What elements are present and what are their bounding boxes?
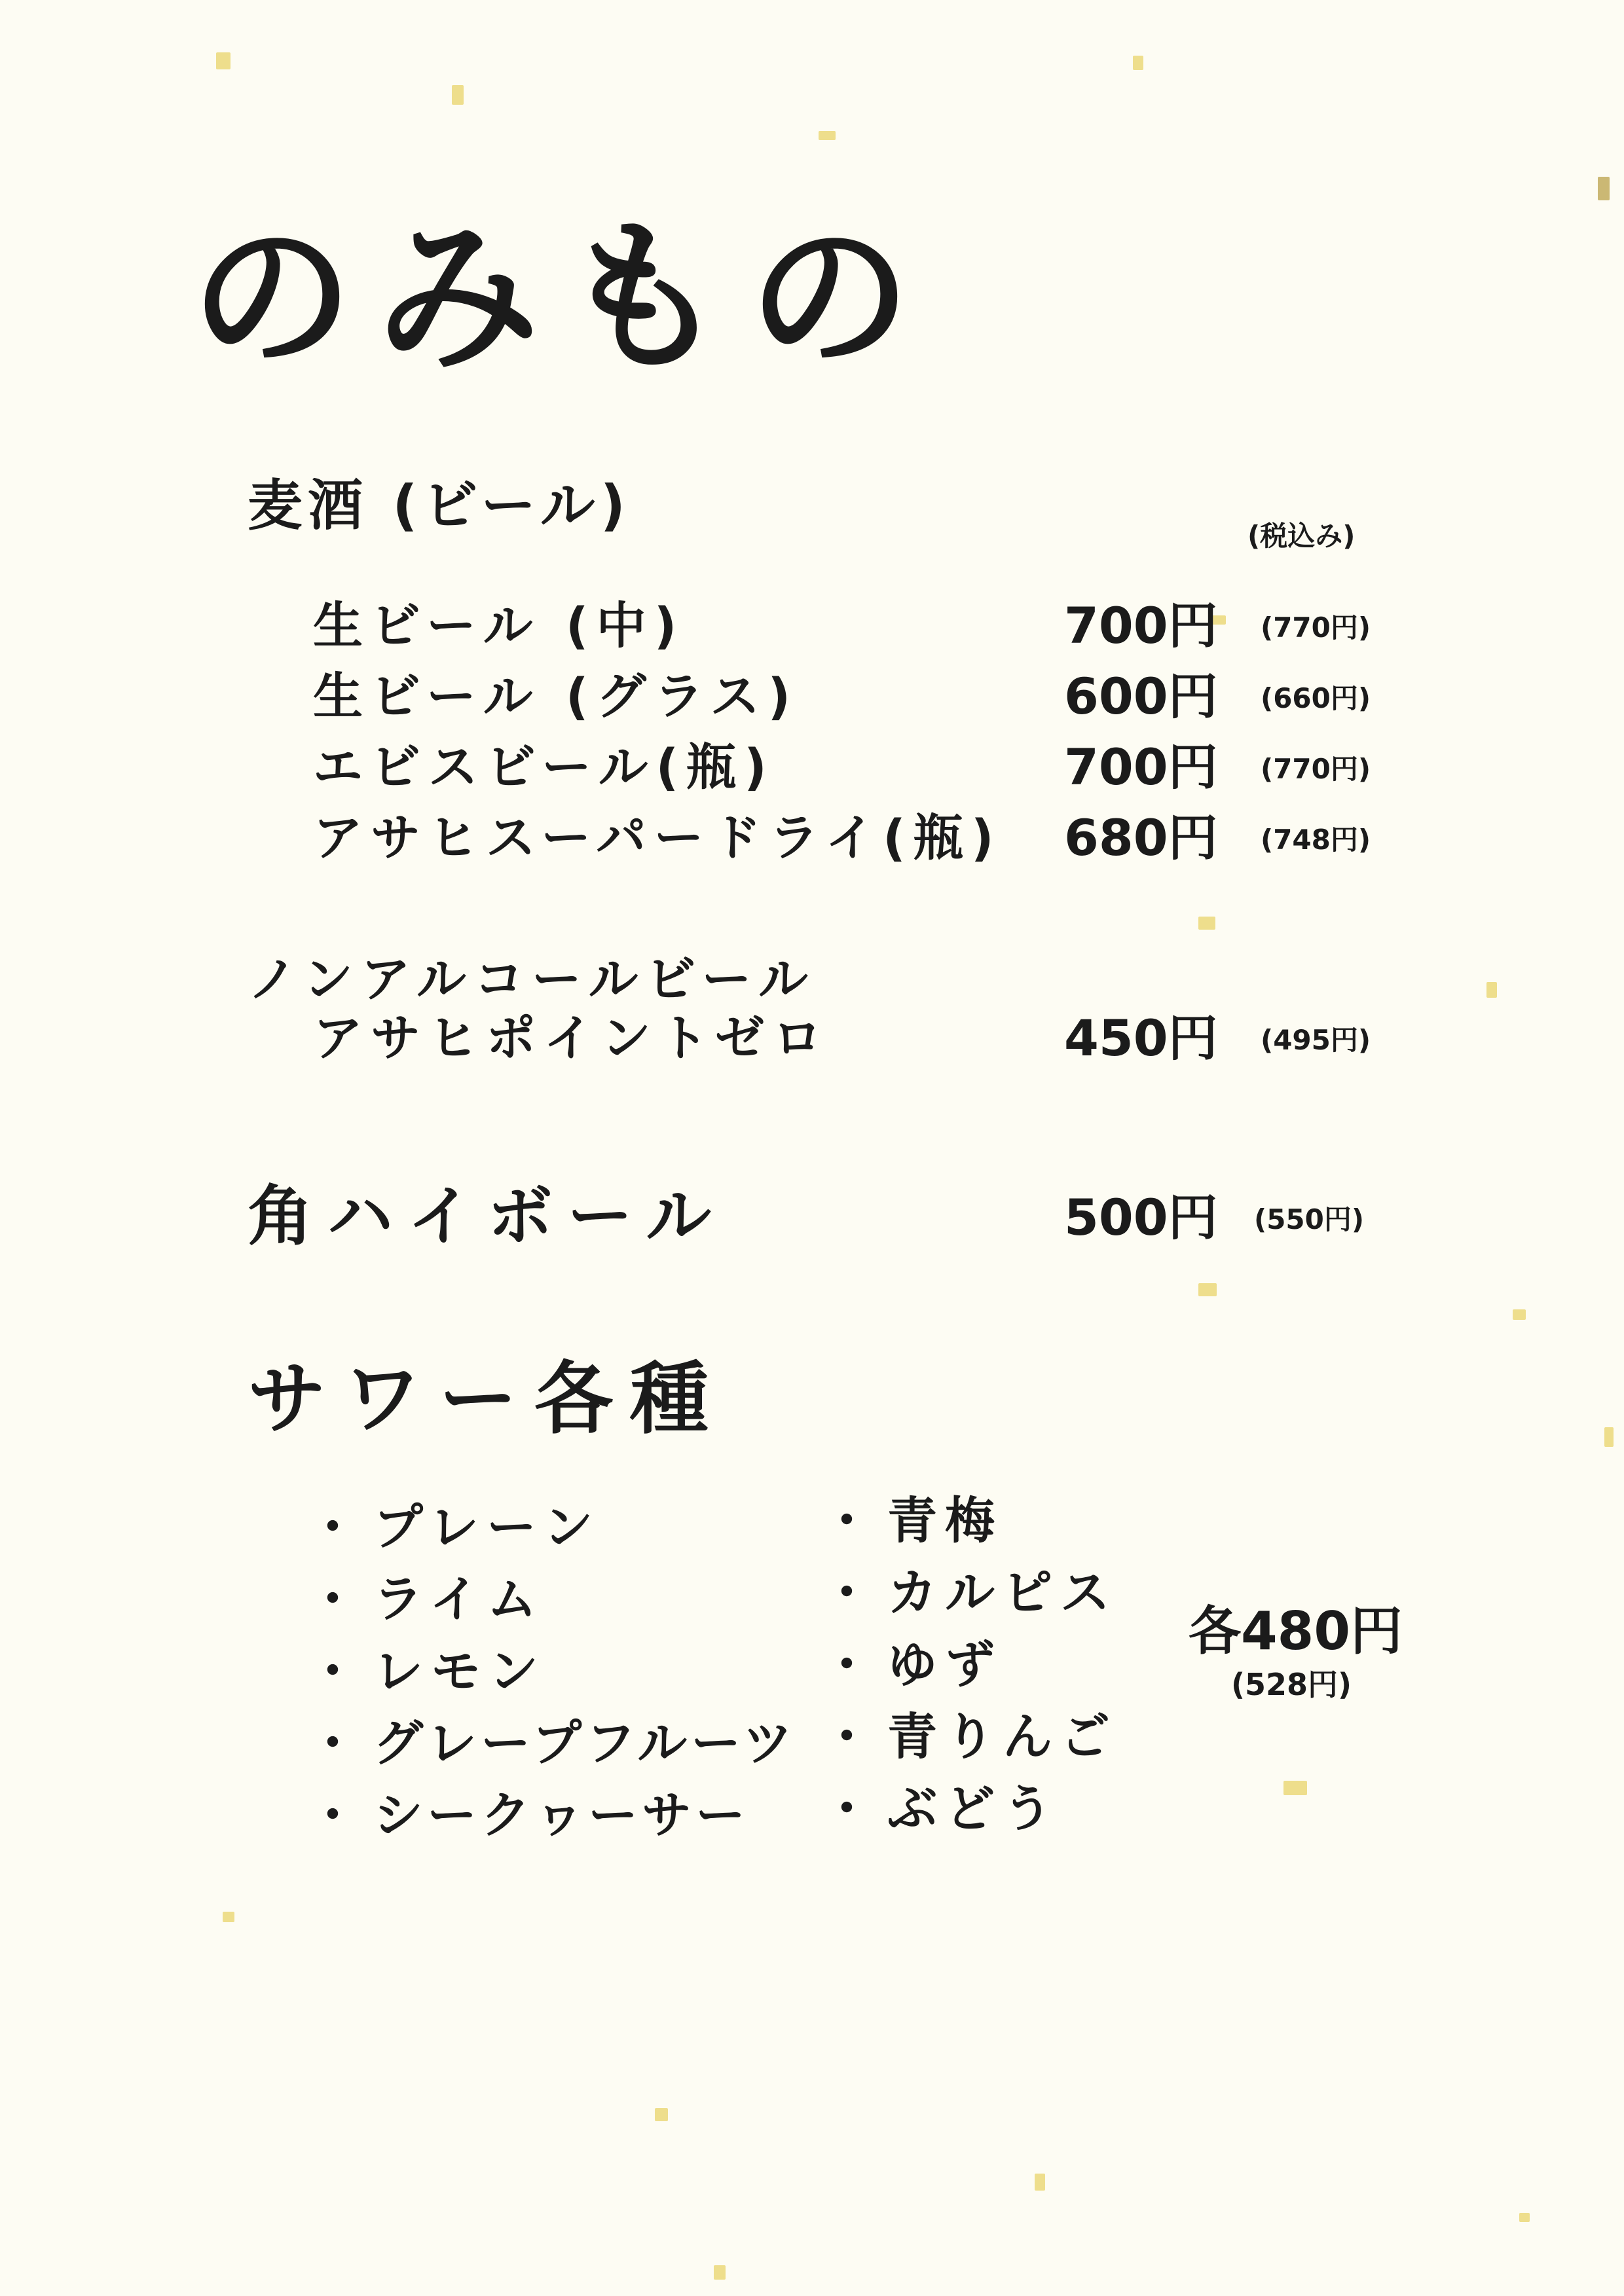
item-price: 600円: [1064, 667, 1218, 725]
paper-fleck: [1486, 982, 1497, 998]
paper-fleck: [655, 2108, 668, 2121]
paper-fleck: [1035, 2174, 1045, 2191]
list-item: [308, 1714, 797, 1791]
paper-fleck: [1198, 1283, 1217, 1296]
item-name: 生ビール (中): [313, 596, 685, 655]
bullet: ・: [308, 1570, 358, 1628]
list-item: [308, 1786, 796, 1863]
item-name: エビスビール(瓶): [313, 738, 775, 796]
item-price-tax: (770円): [1261, 753, 1371, 785]
item-price-tax: (748円): [1261, 824, 1371, 856]
list-item: [822, 1491, 1118, 1568]
item-name: カルピス: [887, 1563, 1118, 1622]
item-name: ぶどう: [887, 1779, 1060, 1838]
paper-fleck: [223, 1912, 234, 1922]
bullet: ・: [308, 1642, 358, 1700]
sour-price-tax: (528円): [1231, 1667, 1352, 1702]
list-item: [822, 1635, 1118, 1712]
item-name: レモン: [373, 1642, 546, 1700]
bullet: ・: [822, 1491, 872, 1550]
paper-fleck: [1283, 1781, 1307, 1795]
nonalcohol-heading: ノンアルコールビール: [248, 950, 816, 1008]
item-price-tax: (495円): [1261, 1024, 1371, 1056]
tax-included-note: (税込み): [1247, 520, 1356, 552]
menu-title: のみもの: [190, 202, 934, 393]
list-item: [308, 1498, 796, 1575]
sour-price: 各480円: [1189, 1601, 1403, 1662]
item-price: 680円: [1064, 809, 1218, 867]
highball-heading: 角ハイボール: [248, 1178, 726, 1254]
item-price: 700円: [1064, 738, 1218, 796]
bullet: ・: [308, 1714, 358, 1772]
paper-fleck: [216, 52, 231, 69]
list-item: [822, 1707, 1118, 1784]
paper-fleck: [1133, 56, 1143, 70]
list-item: [308, 1570, 796, 1647]
bullet: ・: [308, 1498, 358, 1556]
item-name: プレーン: [373, 1498, 601, 1556]
beer-heading: 麦酒 (ビール): [248, 473, 631, 538]
item-name: ゆず: [887, 1635, 1003, 1694]
paper-fleck: [714, 2265, 726, 2280]
item-name: シークヮーサー: [373, 1786, 749, 1844]
item-name: 青梅: [887, 1491, 1003, 1550]
paper-fleck: [819, 131, 836, 140]
paper-fleck: [1198, 917, 1215, 930]
paper-fleck: [1513, 1309, 1526, 1320]
list-item: [308, 1642, 796, 1719]
item-name: グレープフルーツ: [373, 1714, 797, 1772]
sour-list-right: [822, 1491, 1118, 1856]
sour-heading: サワー各種: [248, 1354, 726, 1445]
sour-list-left: [308, 1498, 797, 1863]
item-price: 700円: [1064, 596, 1218, 655]
paper-fleck: [1604, 1427, 1614, 1447]
paper-fleck: [1519, 2213, 1530, 2222]
paper-fleck: [452, 85, 464, 105]
bullet: ・: [822, 1635, 872, 1694]
item-price-tax: (660円): [1261, 682, 1371, 714]
item-name: ライム: [373, 1570, 545, 1628]
paper-fleck: [1598, 177, 1610, 200]
item-price-tax: (770円): [1261, 611, 1371, 644]
bullet: ・: [308, 1786, 358, 1844]
item-price: 500円: [1064, 1188, 1218, 1247]
bullet: ・: [822, 1563, 872, 1622]
item-name: 青りんご: [887, 1707, 1118, 1766]
list-item: [822, 1779, 1118, 1856]
bullet: ・: [822, 1779, 872, 1838]
bullet: ・: [822, 1707, 872, 1766]
item-name: 生ビール (グラス): [313, 667, 799, 725]
item-name: アサヒポイントゼロ: [313, 1009, 830, 1067]
item-price: 450円: [1064, 1009, 1218, 1067]
item-name: アサヒスーパードライ(瓶): [313, 809, 1002, 867]
list-item: [822, 1563, 1118, 1640]
item-price-tax: (550円): [1254, 1203, 1365, 1235]
